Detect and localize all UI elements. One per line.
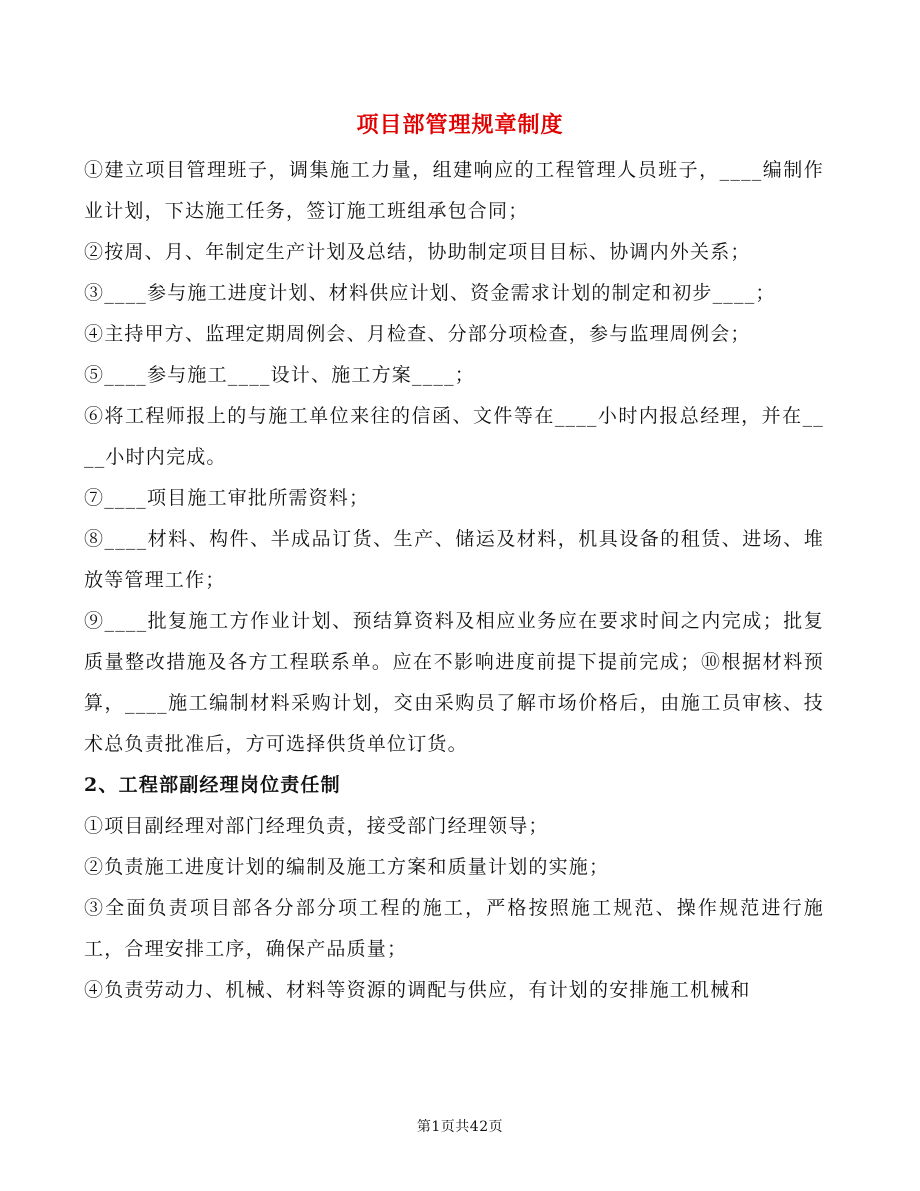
paragraph-7: ⑦____项目施工审批所需资料；: [84, 487, 370, 509]
paragraph-4: ④主持甲方、监理定期周例会、月检查、分部分项检查，参与监理周例会；: [84, 323, 751, 345]
paragraph-3: ③____参与施工进度计划、材料供应计划、资金需求计划的制定和初步____；: [84, 282, 776, 304]
paragraph-9: ⑨____批复施工方作业计划、预结算资料及相应业务应在要求时间之内完成；批复质量整改措施及各方工程联系单。应在不影响进度前提下提前完成；⑩根据材料预算，____施工编制材料采购计划，交由采购员了解市场价格后，由施工员审核、技术总负责批准后，方可选择供货单位订货。: [84, 610, 824, 755]
paragraph-1: ①建立项目管理班子，调集施工力量，组建响应的工程管理人员班子，____编制作业计划，下达施工任务，签订施工班组承包合同；: [84, 159, 824, 222]
paragraph-5: ⑤____参与施工____设计、施工方案____；: [84, 364, 476, 386]
section-paragraph-3: ③全面负责项目部各分部分项工程的施工，严格按照施工规范、操作规范进行施工，合理安排工序，确保产品质量；: [84, 897, 824, 960]
section-paragraph-1: ①项目副经理对部门经理负责，接受部门经理领导；: [84, 815, 549, 837]
document-body: [84, 150, 824, 1011]
paragraph-8: ⑧____材料、构件、半成品订货、生产、储运及材料，机具设备的租赁、进场、堆放等管理工作；: [84, 528, 824, 591]
section-paragraph-4: ④负责劳动力、机械、材料等资源的调配与供应，有计划的安排施工机械和: [84, 979, 751, 1001]
paragraph-2: ②按周、月、年制定生产计划及总结，协助制定项目目标、协调内外关系；: [84, 241, 751, 263]
section-heading: 2、工程部副经理岗位责任制: [84, 774, 341, 796]
section-paragraph-2: ②负责施工进度计划的编制及施工方案和质量计划的实施；: [84, 856, 610, 878]
document-title: 项目部管理规章制度: [356, 112, 564, 138]
page-footer: 第1页共42页: [416, 1119, 504, 1135]
paragraph-6: ⑥将工程师报上的与施工单位来往的信函、文件等在____小时内报总经理，并在____小时内完成。: [84, 405, 824, 468]
